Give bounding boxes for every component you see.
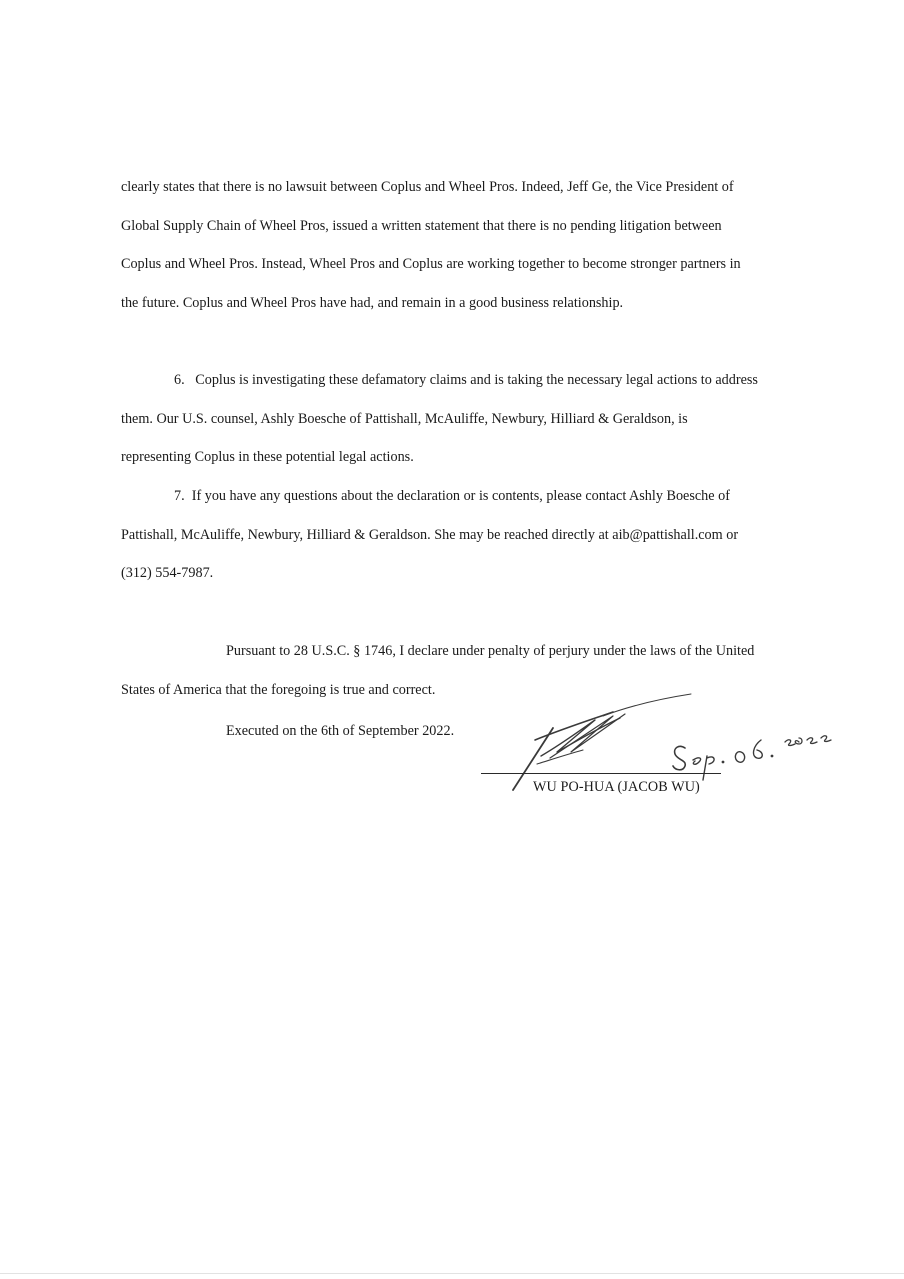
paragraph-7-number: 7. — [174, 488, 185, 504]
signature-line — [481, 773, 721, 774]
paragraph-continued-text: clearly states that there is no lawsuit between Coplus and Wheel Pros. Indeed, Jeff Ge, the Vice President of Global Supply Chain of Wheel Pros, issued a written statement that there is no pending litigation between Coplus and Wheel Pros. Instead, Wheel Pros and Coplus are working together to become stronger partners in the future. Coplus and Wheel Pros have had, and remain in a good business relationship. — [121, 179, 741, 311]
page-bottom-edge — [0, 1273, 904, 1274]
paragraph-6-text: Coplus is investigating these defamatory claims and is taking the necessary legal actions to address them. Our U.S. counsel, Ashly Boesche of Pattishall, McAuliffe, Newbury, Hilliard & Geraldson, is representing Coplus in these potential legal actions. — [121, 372, 758, 466]
paragraph-7-text: If you have any questions about the declaration or is contents, please contact Ashly Boesche of Pattishall, McAuliffe, Newbury, Hilliard & Geraldson. She may be reached directly at aib@pattishall.com or (312) 554-7987. — [121, 488, 739, 582]
declaration-text: Pursuant to 28 U.S.C. § 1746, I declare under penalty of perjury under the laws of the United States of America that the foregoing is true and correct. — [121, 643, 755, 698]
paragraph-6 — [121, 361, 761, 477]
signer-name: WU PO-HUA (JACOB WU) — [533, 779, 700, 795]
paragraph-continued — [121, 168, 761, 322]
paragraph-7 — [121, 477, 761, 593]
paragraph-6-number: 6. — [174, 372, 185, 388]
executed-date-line: Executed on the 6th of September 2022. — [226, 723, 455, 739]
